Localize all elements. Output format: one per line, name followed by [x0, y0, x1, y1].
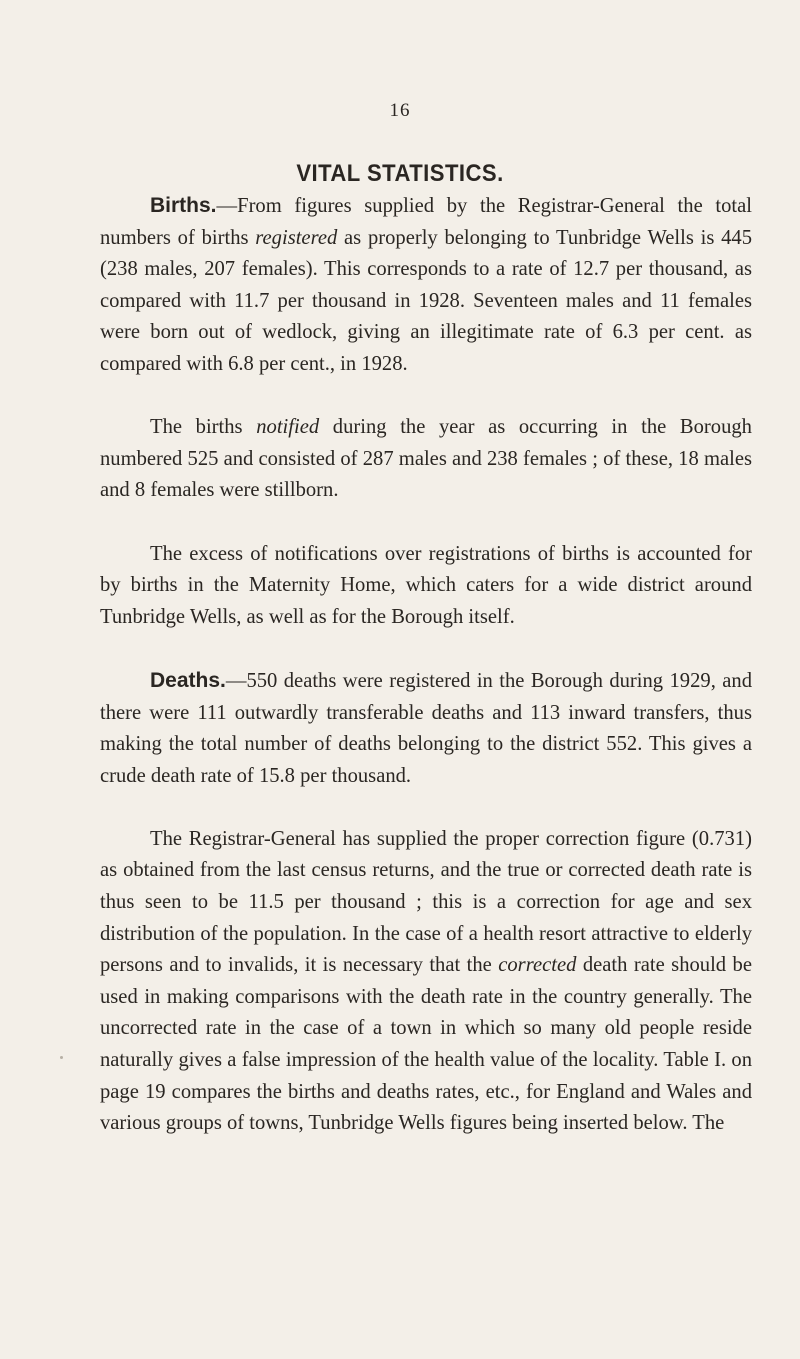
births-p1-text-b: as properly belonging to Tunbridge Wells is 445 (238 males, 207 females). This corresponds to a rate of 12.7 per thousand, as compared with 11.7 per thousand in 1928. Seventeen males and 11 females were born out of wedlock, giving an illegitimate rate of 6.3 per cent. as compared with 6.8 per cent., in 1928.	[100, 226, 752, 375]
births-p1-text-a: —From figures supplied by the Registrar-General the total numbers of births	[100, 195, 752, 249]
deaths-heading: Deaths.	[150, 668, 226, 692]
births-p2-text-b: during the year as occurring in the Borough numbered 525 and consisted of 287 males and 238 females ; of these, 18 males and 8 females were stillborn.	[100, 416, 752, 502]
body-text	[100, 190, 752, 1140]
deaths-paragraph-2	[100, 824, 752, 1140]
deaths-p1-text: —550 deaths were registered in the Borough during 1929, and there were 111 outwardly transferable deaths and 113 inward transfers, thus making the total number of deaths belonging to the district 552. This gives a crude death rate of 15.8 per thousand.	[100, 669, 752, 787]
page-title: VITAL STATISTICS.	[296, 160, 504, 187]
deaths-p2-text-a: The Registrar-General has supplied the proper correction figure (0.731) as obtained from the last census returns, and the true or corrected death rate is thus seen to be 11.5 per thousand ; this is a correction for age and sex distribution of the population. In the case of a health resort attractive to elderly persons and to invalids, it is necessary that the	[100, 827, 752, 977]
deaths-paragraph-1	[100, 665, 752, 792]
births-paragraph-1	[100, 190, 752, 381]
births-p2-text-a: The births	[150, 416, 257, 439]
births-heading: Births.	[150, 194, 217, 217]
deaths-p2-text-b: death rate should be used in making comparisons with the death rate in the country generally. The uncorrected rate in the case of a town in which so many old people reside naturally gives a false impression of the health value of the locality. Table I. on page 19 compares the births and deaths rates, etc., for England and Wales and various groups of towns, Tunbridge Wells figures being inserted below. The	[100, 954, 752, 1135]
births-paragraph-2	[100, 412, 752, 507]
births-p2-emphasis: notified	[256, 416, 320, 439]
births-p1-emphasis: registered	[255, 226, 338, 249]
deaths-p2-emphasis: corrected	[498, 954, 577, 977]
births-paragraph-3: The excess of notifications over registrations of births is accounted for by births in the Maternity Home, which caters for a wide district around Tunbridge Wells, as well as for the Borough itself.	[100, 542, 752, 628]
page-number: 16	[389, 100, 411, 121]
paper-speck	[60, 1056, 63, 1059]
